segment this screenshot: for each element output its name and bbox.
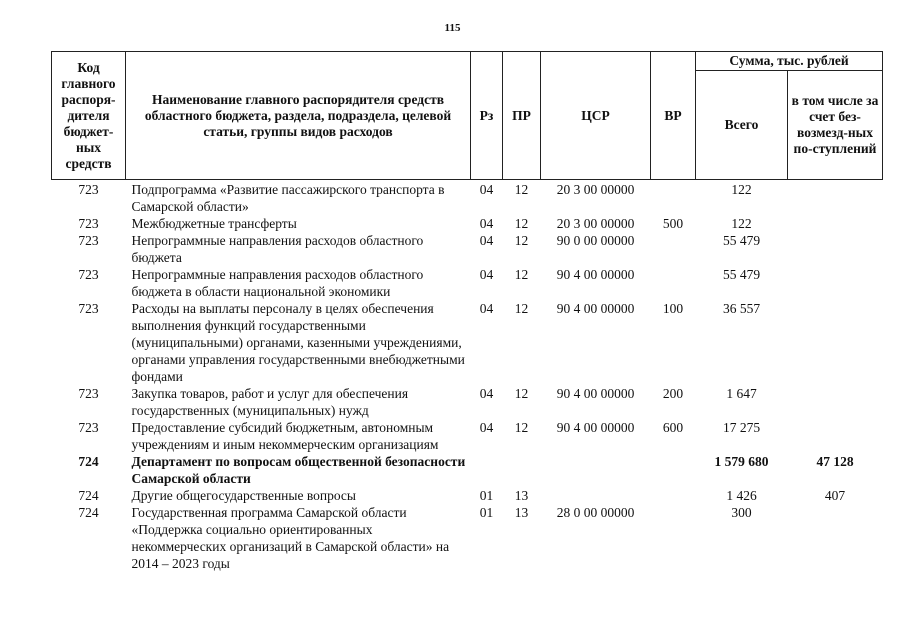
table-body — [52, 180, 883, 573]
cell-code: 724 — [78, 505, 99, 520]
cell-csr: 90 4 00 00000 — [556, 420, 635, 435]
cell-gratuitous — [788, 300, 883, 385]
table-row — [52, 487, 883, 504]
cell-pr: 12 — [514, 301, 529, 316]
cell-code: 723 — [78, 233, 99, 248]
cell-gratuitous — [788, 232, 883, 266]
cell-vr — [651, 266, 696, 300]
cell-code: 723 — [78, 420, 99, 435]
cell-csr: 20 3 00 00000 — [556, 182, 635, 197]
cell-vr — [651, 504, 696, 572]
header-vr: ВР — [651, 52, 696, 180]
table-row — [52, 504, 883, 572]
cell-rz: 04 — [479, 233, 494, 248]
page-number: 115 — [444, 22, 461, 34]
cell-pr: 12 — [514, 420, 529, 435]
cell-vr — [651, 487, 696, 504]
cell-rz: 04 — [479, 420, 494, 435]
cell-gratuitous — [788, 215, 883, 232]
cell-total: 122 — [731, 216, 752, 231]
cell-vr: 500 — [662, 216, 684, 231]
cell-rz: 04 — [479, 386, 494, 401]
header-name: Наименование главного распорядителя средств областного бюджета, раздела, подраздела, целевой статьи, группы видов расходов — [126, 52, 471, 180]
cell-rz — [471, 453, 503, 487]
cell-name: Расходы на выплаты персоналу в целях обеспечения выполнения функций государственными (муниципальными) органами, казенными учреждениями, органами управления государственными внебюджетными фондами — [131, 301, 465, 384]
table-row — [52, 385, 883, 419]
cell-gratuitous — [788, 385, 883, 419]
cell-csr: 90 0 00 00000 — [556, 233, 635, 248]
header-gratuitous: в том числе за счет без-возмезд-ных по-ступлений — [788, 71, 883, 180]
cell-name: Предоставление субсидий бюджетным, автономным учреждениям и иным некоммерческим организациям — [131, 420, 439, 452]
cell-name: Подпрограмма «Развитие пассажирского транспорта в Самарской области» — [131, 182, 445, 214]
cell-gratuitous — [788, 504, 883, 572]
cell-gratuitous: 47 128 — [816, 454, 854, 469]
cell-gratuitous — [788, 419, 883, 453]
cell-vr — [651, 180, 696, 216]
cell-pr: 13 — [514, 505, 529, 520]
cell-total: 36 557 — [722, 301, 761, 316]
cell-name: Межбюджетные трансферты — [131, 216, 297, 231]
cell-gratuitous — [788, 180, 883, 216]
header-csr: ЦСР — [541, 52, 651, 180]
cell-code: 724 — [78, 454, 99, 469]
cell-total: 1 647 — [726, 386, 757, 401]
header-pr: ПР — [503, 52, 541, 180]
cell-code: 723 — [78, 216, 99, 231]
cell-total: 55 479 — [722, 267, 761, 282]
cell-name: Государственная программа Самарской области «Поддержка социально ориентированных некоммерческих организаций в Самарской области» на 2014 – 2023 годы — [131, 505, 450, 571]
cell-vr — [651, 453, 696, 487]
cell-code: 723 — [78, 267, 99, 282]
cell-code: 723 — [78, 386, 99, 401]
cell-total: 1 426 — [726, 488, 757, 503]
table-row — [52, 232, 883, 266]
cell-pr: 12 — [514, 182, 529, 197]
header-total: Всего — [696, 71, 788, 180]
cell-name: Департамент по вопросам общественной безопасности Самарской области — [131, 454, 466, 486]
cell-rz: 04 — [479, 216, 494, 231]
table-row — [52, 453, 883, 487]
budget-table — [51, 51, 883, 572]
cell-csr — [541, 487, 651, 504]
header-rz: Рз — [471, 52, 503, 180]
cell-pr: 12 — [514, 267, 529, 282]
table-row — [52, 215, 883, 232]
cell-rz: 01 — [479, 488, 494, 503]
table-row — [52, 180, 883, 216]
table-row — [52, 266, 883, 300]
cell-total: 300 — [731, 505, 752, 520]
cell-pr: 12 — [514, 233, 529, 248]
header-sum: Сумма, тыс. рублей — [696, 52, 883, 71]
cell-gratuitous — [788, 266, 883, 300]
cell-pr — [503, 453, 541, 487]
cell-vr: 600 — [662, 420, 684, 435]
cell-csr: 28 0 00 00000 — [556, 505, 635, 520]
cell-rz: 04 — [479, 267, 494, 282]
cell-name: Непрограммные направления расходов областного бюджета — [131, 233, 424, 265]
cell-vr — [651, 232, 696, 266]
cell-csr — [541, 453, 651, 487]
cell-total: 122 — [731, 182, 752, 197]
cell-pr: 12 — [514, 216, 529, 231]
cell-name: Закупка товаров, работ и услуг для обеспечения государственных (муниципальных) нужд — [131, 386, 409, 418]
cell-vr: 200 — [662, 386, 684, 401]
cell-rz: 04 — [479, 301, 494, 316]
cell-rz: 04 — [479, 182, 494, 197]
cell-total: 17 275 — [722, 420, 761, 435]
cell-gratuitous: 407 — [824, 488, 846, 503]
cell-csr: 90 4 00 00000 — [556, 301, 635, 316]
header-code: Код главного распоря-дителя бюджет-ных средств — [52, 52, 126, 180]
cell-code: 724 — [78, 488, 99, 503]
cell-total: 55 479 — [722, 233, 761, 248]
cell-pr: 12 — [514, 386, 529, 401]
cell-code: 723 — [78, 182, 99, 197]
cell-name: Другие общегосударственные вопросы — [131, 488, 356, 503]
table-row — [52, 300, 883, 385]
cell-csr: 90 4 00 00000 — [556, 267, 635, 282]
cell-pr: 13 — [514, 488, 529, 503]
cell-total: 1 579 680 — [714, 454, 769, 469]
cell-csr: 90 4 00 00000 — [556, 386, 635, 401]
cell-name: Непрограммные направления расходов областного бюджета в области национальной экономики — [131, 267, 424, 299]
cell-code: 723 — [78, 301, 99, 316]
cell-vr: 100 — [662, 301, 684, 316]
cell-rz: 01 — [479, 505, 494, 520]
table-row — [52, 419, 883, 453]
cell-csr: 20 3 00 00000 — [556, 216, 635, 231]
